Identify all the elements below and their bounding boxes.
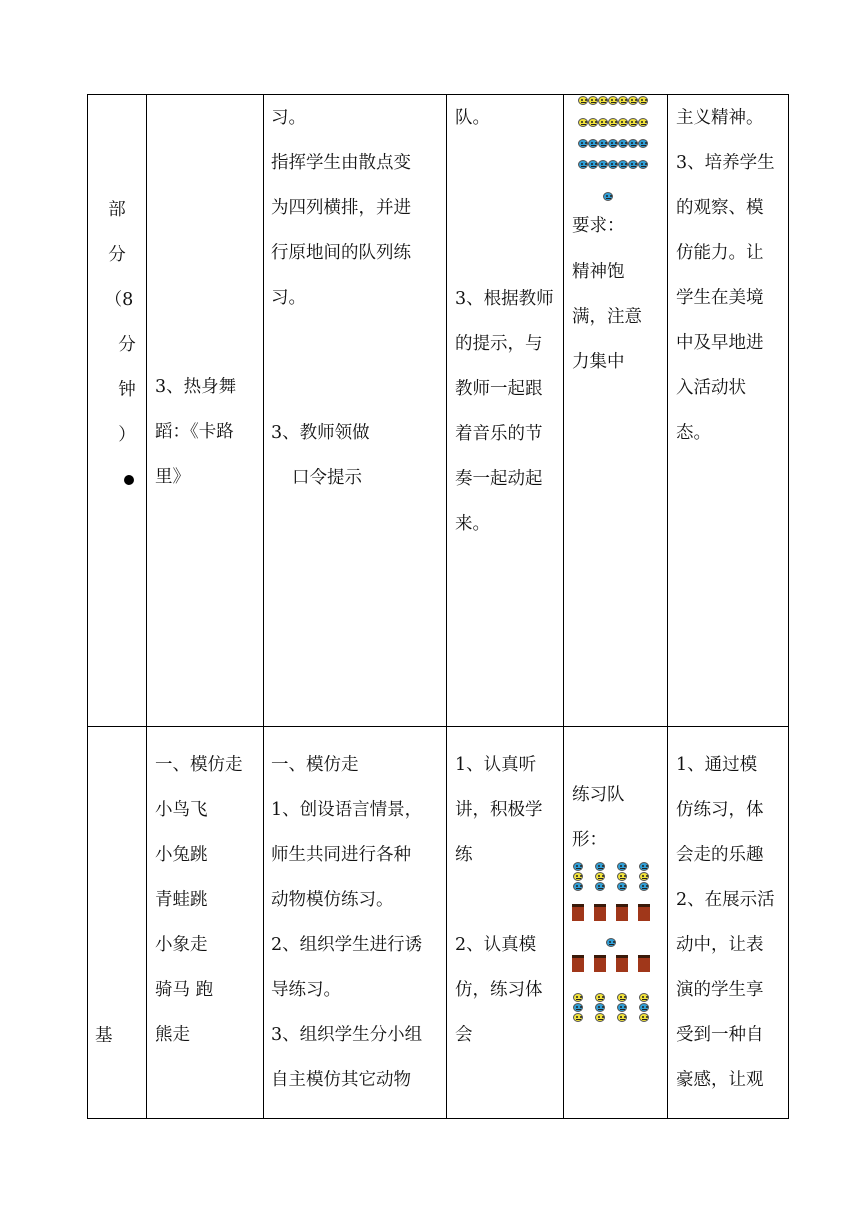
text-line: 习。 — [271, 288, 306, 308]
smiley-face-icon — [617, 1013, 627, 1022]
text-line: 蹈：《卡路 — [155, 422, 234, 442]
smiley-face-icon — [617, 993, 627, 1002]
smiley-face-icon — [595, 1013, 605, 1022]
text-line: 3、热身舞 — [155, 377, 237, 397]
smiley-face-icon — [595, 1003, 605, 1012]
text-line: 3、教师领做 — [271, 423, 370, 443]
smiley-face-icon — [588, 160, 598, 169]
text-line: 学生在美境 — [676, 288, 764, 308]
text-line: 2、认真模 — [455, 935, 537, 955]
smiley-face-icon — [578, 96, 588, 105]
smiley-face-icon — [639, 1013, 649, 1022]
smiley-face-icon — [598, 160, 608, 169]
table-border — [563, 94, 564, 1119]
smiley-face-icon — [639, 993, 649, 1002]
section-char: （8 — [104, 290, 134, 310]
smiley-face-icon — [618, 118, 628, 127]
smiley-face-icon — [638, 118, 648, 127]
smiley-face-icon — [617, 1003, 627, 1012]
text-line: 骑马 跑 — [155, 980, 214, 1000]
bullet-dot — [124, 475, 134, 485]
text-line: 队。 — [455, 108, 490, 128]
table-border — [667, 94, 668, 1119]
text-line: 的提示，与 — [455, 334, 543, 354]
smiley-face-icon — [628, 139, 638, 148]
section-char: 分 — [108, 245, 126, 265]
text-line: 会走的乐趣 — [676, 845, 764, 865]
smiley-face-icon — [628, 96, 638, 105]
table-border — [87, 726, 789, 727]
text-line: 小鸟飞 — [155, 800, 208, 820]
smiley-face-icon — [608, 160, 618, 169]
text-line: 动物模仿练习。 — [271, 890, 394, 910]
smiley-face-icon — [578, 139, 588, 148]
smiley-face-icon — [606, 938, 616, 947]
text-line: 小兔跳 — [155, 845, 208, 865]
text-line: 满，注意 — [572, 307, 642, 327]
text-line: 口令提示 — [292, 468, 362, 488]
table-border — [446, 94, 447, 1119]
smiley-face-icon — [608, 96, 618, 105]
smiley-face-icon — [573, 1003, 583, 1012]
table-border — [87, 94, 789, 95]
smiley-face-icon — [603, 192, 613, 201]
text-line: 仿，练习体 — [455, 980, 543, 1000]
smiley-face-icon — [573, 993, 583, 1002]
section-char: ） — [118, 425, 136, 445]
mat-icon — [594, 955, 606, 972]
mat-icon — [616, 955, 628, 972]
smiley-face-icon — [573, 872, 583, 881]
text-line: 教师一起跟 — [455, 379, 543, 399]
smiley-face-icon — [617, 862, 627, 871]
mat-icon — [638, 904, 650, 921]
text-line: 仿练习，体 — [676, 800, 764, 820]
smiley-face-icon — [608, 139, 618, 148]
text-line: 行原地间的队列练 — [271, 243, 411, 263]
text-line: 会 — [455, 1025, 473, 1045]
smiley-face-icon — [595, 882, 605, 891]
text-line: 豪感，让观 — [676, 1070, 764, 1090]
smiley-face-icon — [638, 139, 648, 148]
mat-icon — [594, 904, 606, 921]
smiley-face-icon — [639, 1003, 649, 1012]
smiley-face-icon — [598, 118, 608, 127]
smiley-face-icon — [639, 862, 649, 871]
smiley-face-icon — [628, 118, 638, 127]
text-line: 导练习。 — [271, 980, 341, 1000]
text-line: 主义精神。 — [676, 108, 764, 128]
smiley-face-icon — [595, 862, 605, 871]
smiley-face-icon — [639, 872, 649, 881]
text-line: 1、通过模 — [676, 755, 758, 775]
text-line: 受到一种自 — [676, 1025, 764, 1045]
mat-icon — [572, 955, 584, 972]
text-line: 练习队 — [572, 785, 625, 805]
smiley-face-icon — [588, 139, 598, 148]
table-border — [146, 94, 147, 1119]
text-line: 熊走 — [155, 1025, 190, 1045]
text-line: 态。 — [676, 423, 711, 443]
text-line: 3、组织学生分小组 — [271, 1025, 423, 1045]
text-line: 为四列横排，并进 — [271, 198, 411, 218]
section-label: 基 — [95, 1026, 113, 1046]
section-char: 部 — [108, 200, 126, 220]
table-border — [87, 1118, 789, 1119]
text-line: 指挥学生由散点变 — [271, 153, 411, 173]
text-line: 的观察、模 — [676, 198, 764, 218]
text-line: 1、认真听 — [455, 755, 537, 775]
table-border — [87, 94, 88, 1119]
smiley-face-icon — [573, 862, 583, 871]
smiley-face-icon — [618, 160, 628, 169]
smiley-face-icon — [578, 118, 588, 127]
mat-icon — [572, 904, 584, 921]
text-line: 着音乐的节 — [455, 424, 543, 444]
smiley-face-icon — [588, 118, 598, 127]
section-char: 钟 — [118, 380, 136, 400]
smiley-face-icon — [618, 139, 628, 148]
text-line: 里》 — [155, 467, 190, 487]
text-line: 小象走 — [155, 935, 208, 955]
mat-icon — [638, 955, 650, 972]
smiley-face-icon — [573, 882, 583, 891]
smiley-face-icon — [578, 160, 588, 169]
text-line: 精神饱 — [572, 262, 625, 282]
smiley-face-icon — [638, 96, 648, 105]
smiley-face-icon — [598, 139, 608, 148]
text-line: 仿能力。让 — [676, 243, 764, 263]
text-line: 演的学生享 — [676, 980, 764, 1000]
text-line: 来。 — [455, 514, 490, 534]
smiley-face-icon — [595, 872, 605, 881]
text-line: 2、在展示活 — [676, 890, 775, 910]
text-line: 青蛙跳 — [155, 890, 208, 910]
text-line: 习。 — [271, 108, 306, 128]
text-line: 师生共同进行各种 — [271, 845, 411, 865]
text-line: 3、培养学生 — [676, 153, 775, 173]
smiley-face-icon — [573, 1013, 583, 1022]
text-line: 练 — [455, 845, 473, 865]
smiley-face-icon — [617, 882, 627, 891]
text-line: 形： — [572, 830, 607, 850]
smiley-face-icon — [608, 118, 618, 127]
text-line: 奏一起动起 — [455, 469, 543, 489]
text-line: 1、创设语言情景， — [271, 800, 423, 820]
text-line: 力集中 — [572, 352, 625, 372]
smiley-face-icon — [639, 882, 649, 891]
text-line: 3、根据教师 — [455, 289, 554, 309]
text-line: 一、模仿走 — [271, 755, 359, 775]
section-char: 分 — [118, 335, 136, 355]
smiley-face-icon — [618, 96, 628, 105]
table-border — [788, 94, 789, 1119]
table-border — [263, 94, 264, 1119]
smiley-face-icon — [595, 993, 605, 1002]
text-line: 2、组织学生进行诱 — [271, 935, 423, 955]
text-line: 讲，积极学 — [455, 800, 543, 820]
smiley-face-icon — [588, 96, 598, 105]
smiley-face-icon — [617, 872, 627, 881]
smiley-face-icon — [598, 96, 608, 105]
text-line: 一、模仿走 — [155, 755, 243, 775]
text-line: 中及早地进 — [676, 333, 764, 353]
text-line: 要求： — [572, 216, 625, 236]
mat-icon — [616, 904, 628, 921]
smiley-face-icon — [628, 160, 638, 169]
text-line: 动中，让表 — [676, 935, 764, 955]
text-line: 入活动状 — [676, 378, 746, 398]
smiley-face-icon — [638, 160, 648, 169]
text-line: 自主模仿其它动物 — [271, 1070, 411, 1090]
